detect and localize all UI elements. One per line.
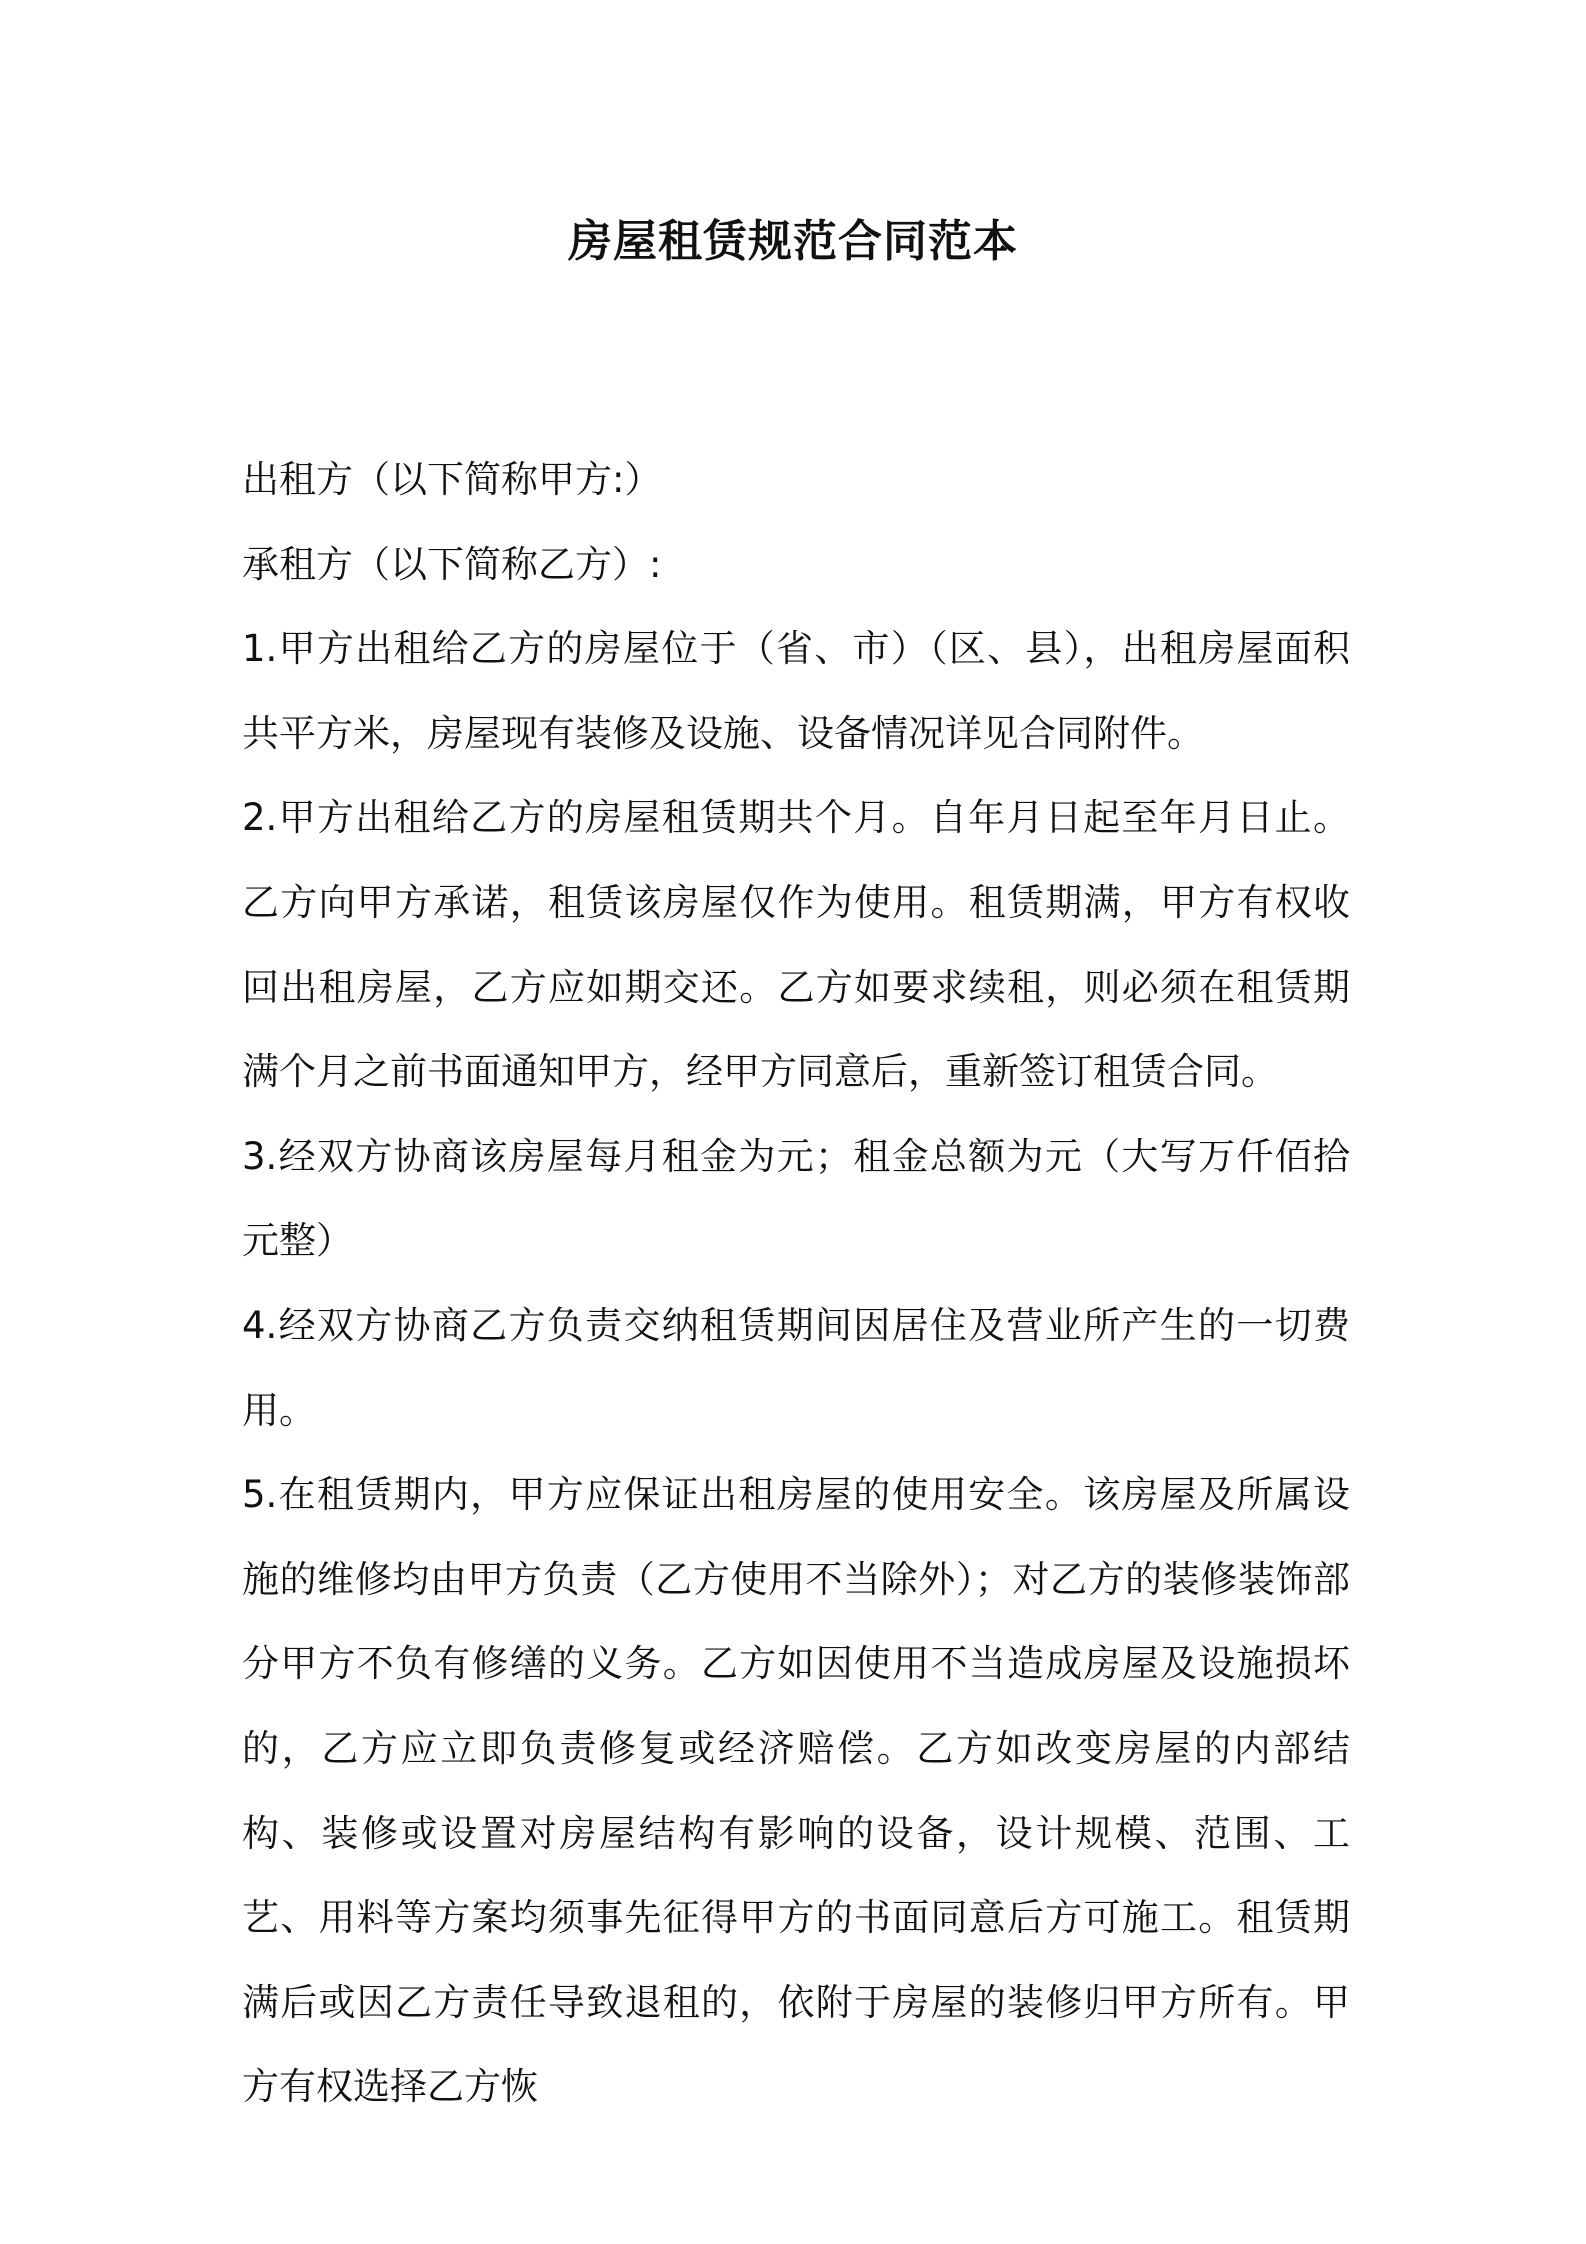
clause-4: 4.经双方协商乙方负责交纳租赁期间因居住及营业所产生的一切费用。 xyxy=(242,1303,1350,1432)
clause-1: 1.甲方出租给乙方的房屋位于（省、市）（区、县），出租房屋面积共平方米，房屋现有装修及设施、设备情况详见合同附件。 xyxy=(242,627,1350,755)
document-body xyxy=(242,438,1350,2130)
clause-2: 2.甲方出租给乙方的房屋租赁期共个月。自年月日起至年月日止。乙方向甲方承诺，租赁该房屋仅作为使用。租赁期满，甲方有权收回出租房屋，乙方应如期交还。乙方如要求续租，则必须在租赁期满个月之前书面通知甲方，经甲方同意后，重新签订租赁合同。 xyxy=(242,796,1350,1094)
document-title: 房屋租赁规范合同范本 xyxy=(568,216,1018,267)
clause-3: 3.经双方协商该房屋每月租金为元；租金总额为元（大写万仟佰拾元整） xyxy=(242,1134,1350,1263)
lessee-line: 承租方（以下简称乙方）: xyxy=(242,542,662,586)
clause-5: 5.在租赁期内，甲方应保证出租房屋的使用安全。该房屋及所属设施的维修均由甲方负责（乙方使用不当除外）；对乙方的装修装饰部分甲方不负有修缮的义务。乙方如因使用不当造成房屋及设施损坏的，乙方应立即负责修复或经济赔偿。乙方如改变房屋的内部结构、装修或设置对房屋结构有影响的设备，设计规模、范围、工艺、用料等方案均须事先征得甲方的书面同意后方可施工。租赁期满后或因乙方责任导致退租的，依附于房屋的装修归甲方所有。甲方有权选择乙方恢 xyxy=(242,1473,1350,2109)
lessor-line: 出租方（以下简称甲方:） xyxy=(242,458,662,501)
